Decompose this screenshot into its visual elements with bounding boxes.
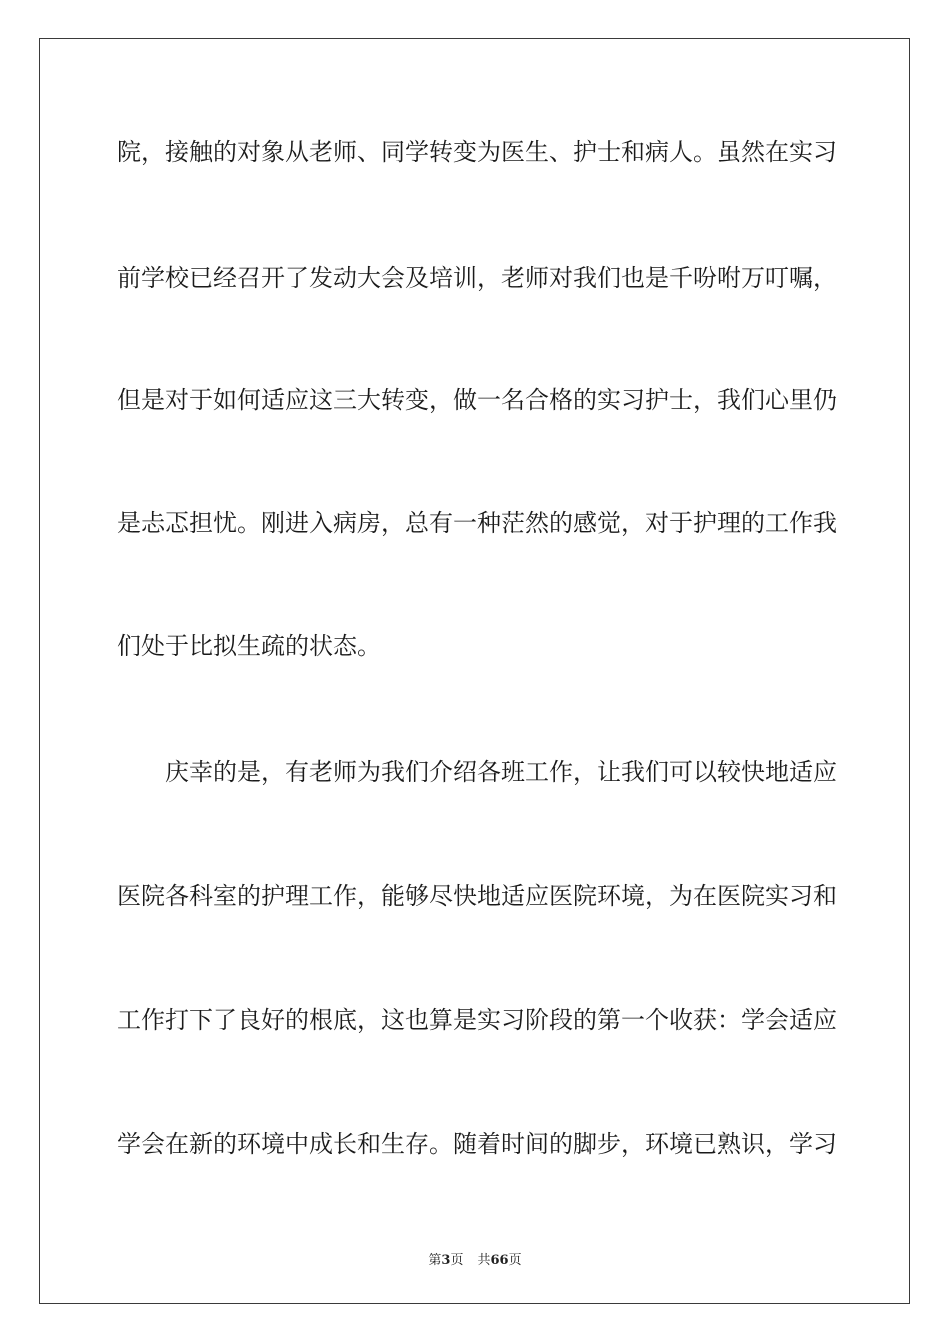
body-text-line-5: 们处于比拟生疏的状态。 — [117, 632, 381, 660]
page-footer — [0, 1249, 950, 1268]
body-text-line-1: 院，接触的对象从老师、同学转变为医生、护士和病人。虽然在实习 — [117, 138, 837, 166]
footer-page-suffix: 页 — [450, 1253, 464, 1268]
footer-total-prefix: 共 — [477, 1253, 491, 1268]
body-text-line-8: 工作打下了良好的根底，这也算是实习阶段的第一个收获：学会适应 — [117, 1006, 837, 1034]
body-text-line-6: 庆幸的是，有老师为我们介绍各班工作，让我们可以较快地适应 — [165, 758, 837, 786]
footer-page-prefix: 第 — [428, 1253, 442, 1268]
page-border — [39, 38, 910, 1304]
body-text-line-2: 前学校已经召开了发动大会及培训，老师对我们也是千吩咐万叮嘱， — [117, 264, 837, 292]
body-text-line-7: 医院各科室的护理工作，能够尽快地适应医院环境，为在医院实习和 — [117, 882, 837, 910]
body-text-line-9: 学会在新的环境中成长和生存。随着时间的脚步，环境已熟识，学习 — [117, 1130, 837, 1158]
body-text-line-3: 但是对于如何适应这三大转变，做一名合格的实习护士，我们心里仍 — [117, 386, 837, 414]
footer-total-suffix: 页 — [508, 1253, 522, 1268]
footer-page-current: 3 — [441, 1253, 451, 1268]
footer-page-total: 66 — [490, 1253, 509, 1268]
body-text-line-4: 是忐忑担忧。刚进入病房，总有一种茫然的感觉，对于护理的工作我 — [117, 509, 837, 537]
